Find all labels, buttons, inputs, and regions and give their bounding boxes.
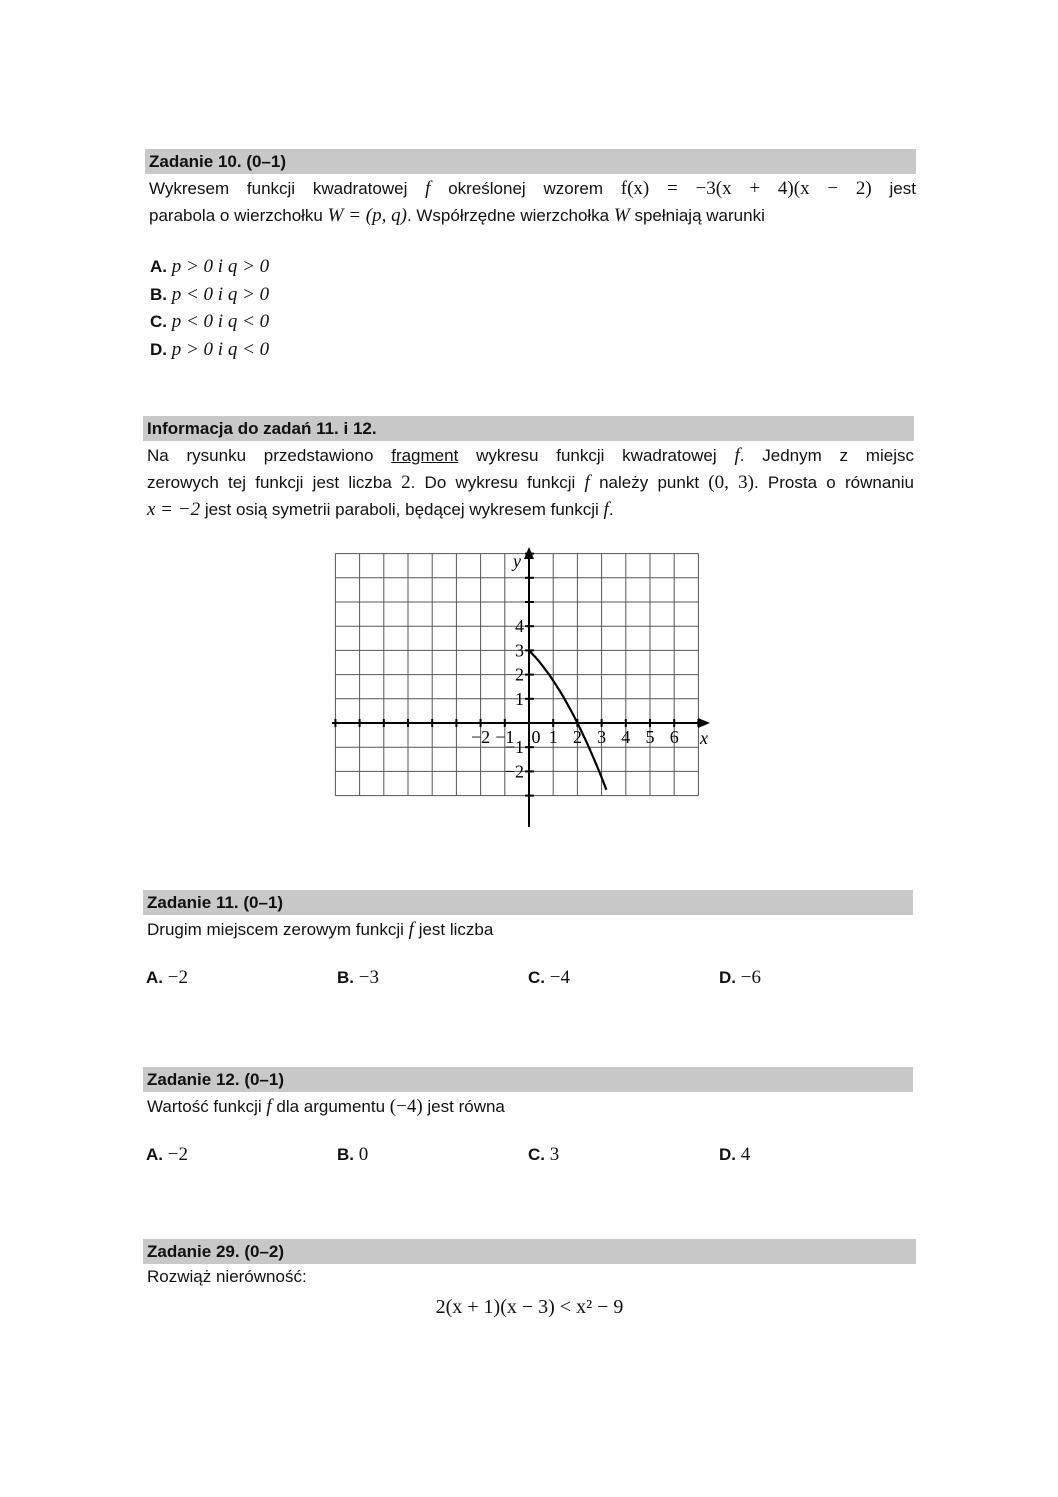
task-11-question: Drugim miejscem zerowym funkcji f jest liczba <box>147 919 494 940</box>
x-tick-label: 2 <box>572 727 582 747</box>
y-tick-label: 3 <box>515 640 524 661</box>
task-10-option-b[interactable]: B. p < 0 i q > 0 <box>150 283 270 305</box>
y-tick-label: 1 <box>515 688 524 709</box>
y-tick-label: 2 <box>515 664 524 685</box>
task-10-header: Zadanie 10. (0–1) <box>145 149 916 174</box>
y-axis-label: y <box>513 551 521 571</box>
task-12-header: Zadanie 12. (0–1) <box>143 1067 913 1092</box>
task-10-formula: f(x) = −3(x + 4)(x − 2) <box>620 178 872 199</box>
x-tick-label: −1 <box>495 727 515 747</box>
info-line-2: zerowych tej funkcji jest liczba 2. Do wykresu funkcji f należy punkt (0, 3). Prosta o równaniu <box>147 472 914 493</box>
task-12-option-d[interactable]: D. 4 <box>719 1144 751 1165</box>
task-11 <box>143 890 913 989</box>
task-12-option-c[interactable]: C. 3 <box>528 1144 560 1165</box>
task-11-option-c[interactable]: C. −4 <box>528 967 570 988</box>
task-11-header: Zadanie 11. (0–1) <box>143 890 913 915</box>
task-12 <box>143 1067 913 1166</box>
x-tick-label: 5 <box>645 727 655 747</box>
task-10 <box>145 149 916 363</box>
task-12-option-a[interactable]: A. −2 <box>146 1144 188 1165</box>
x-tick-label: 1 <box>548 727 558 747</box>
x-tick-label: 0 <box>531 727 541 747</box>
x-tick-label: −2 <box>471 727 491 747</box>
task-10-line-1: Wykresem funkcji kwadratowej f określonej wzorem f(x) = −3(x + 4)(x − 2) jest <box>149 178 916 199</box>
task-29-inequality: 2(x + 1)(x − 3) < x² − 9 <box>435 1296 624 1318</box>
task-12-question: Wartość funkcji f dla argumentu (−4) jest równa <box>147 1096 505 1117</box>
task-12-option-b[interactable]: B. 0 <box>337 1144 369 1165</box>
x-tick-label: 3 <box>597 727 607 747</box>
task-29-question: Rozwiąż nierówność: <box>147 1267 307 1286</box>
x-axis-label: x <box>700 728 708 748</box>
task-10-options <box>145 253 916 363</box>
task-10-option-c[interactable]: C. p < 0 i q < 0 <box>150 311 270 332</box>
task-10-option-d[interactable]: D. p > 0 i q < 0 <box>150 338 270 360</box>
x-tick-label: 4 <box>621 727 631 747</box>
task-29 <box>143 1239 916 1319</box>
task-29-header: Zadanie 29. (0–2) <box>143 1239 916 1264</box>
x-tick-label: 6 <box>669 727 679 747</box>
task-11-options <box>143 967 913 989</box>
parabola-graph <box>330 545 720 830</box>
task-12-options <box>143 1144 913 1166</box>
info-line-3: x = −2 jest osią symetrii paraboli, będącej wykresem funkcji f. <box>147 499 614 520</box>
info-header: Informacja do zadań 11. i 12. <box>143 416 914 441</box>
y-tick-label: 4 <box>515 616 524 637</box>
task-11-option-a[interactable]: A. −2 <box>146 967 188 988</box>
info-11-12 <box>143 416 914 523</box>
info-line-1: Na rysunku przedstawiono fragment wykresu funkcji kwadratowej f. Jednym z miejsc <box>147 445 914 466</box>
task-11-option-b[interactable]: B. −3 <box>337 967 379 988</box>
task-10-line-2: parabola o wierzchołku W = (p, q). Współrzędne wierzchołka W spełniają warunki <box>149 205 765 226</box>
y-tick-label: −2 <box>504 761 524 782</box>
y-tick-label: −1 <box>504 737 524 758</box>
x-axis-arrow <box>698 718 710 728</box>
task-10-vertex: W = (p, q) <box>327 205 407 226</box>
parabola-curve <box>529 650 606 789</box>
task-11-option-d[interactable]: D. −6 <box>719 967 761 988</box>
task-10-option-a[interactable]: A. p > 0 i q > 0 <box>150 256 270 277</box>
